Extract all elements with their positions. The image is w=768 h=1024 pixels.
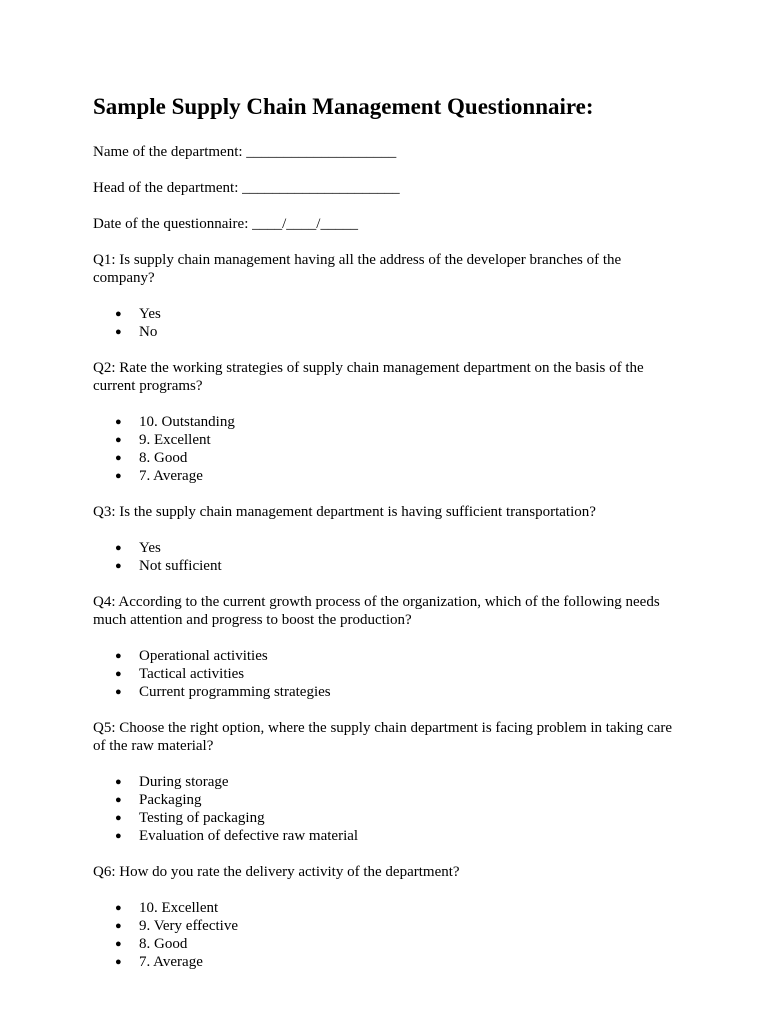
department-name-field: Name of the department: ____________________ (93, 144, 397, 160)
bullet-icon: ● (115, 650, 122, 662)
option-label: 9. Excellent (139, 432, 211, 448)
option-label: Not sufficient (139, 558, 222, 574)
question-1-options (93, 305, 683, 341)
question-5-options (93, 773, 683, 845)
option (93, 683, 683, 701)
option-label: During storage (139, 774, 229, 790)
question-1: Q1: Is supply chain management having all the address of the developer branches of the company? (93, 252, 622, 286)
bullet-icon: ● (115, 560, 122, 572)
document-title: Sample Supply Chain Management Questionnaire: (93, 94, 594, 119)
option (93, 809, 683, 827)
option-label: Operational activities (139, 648, 268, 664)
option-label: Packaging (139, 792, 202, 808)
bullet-icon: ● (115, 938, 122, 950)
option (93, 449, 683, 467)
question-6-options (93, 899, 683, 971)
option (93, 935, 683, 953)
option (93, 665, 683, 683)
bullet-icon: ● (115, 308, 122, 320)
option-label: Tactical activities (139, 666, 245, 682)
option (93, 647, 683, 665)
question-3-options (93, 539, 683, 575)
option (93, 323, 683, 341)
bullet-icon: ● (115, 326, 122, 338)
option (93, 953, 683, 971)
option (93, 413, 683, 431)
bullet-icon: ● (115, 434, 122, 446)
question-2-options (93, 413, 683, 485)
option-label: 8. Good (139, 450, 188, 466)
option-label: Yes (139, 540, 161, 556)
option-label: 10. Outstanding (139, 414, 235, 430)
question-4: Q4: According to the current growth process of the organization, which of the following needs much attention and progress to boost the production? (93, 594, 660, 628)
option-label: 9. Very effective (139, 918, 238, 934)
option-label: 7. Average (139, 954, 203, 970)
bullet-icon: ● (115, 830, 122, 842)
bullet-icon: ● (115, 542, 122, 554)
option-label: 7. Average (139, 468, 203, 484)
option-label: 10. Excellent (139, 900, 219, 916)
option-label: 8. Good (139, 936, 188, 952)
option-label: Evaluation of defective raw material (139, 828, 359, 844)
option (93, 899, 683, 917)
question-3: Q3: Is the supply chain management department is having sufficient transportation? (93, 504, 596, 520)
option (93, 917, 683, 935)
option (93, 467, 683, 485)
bullet-icon: ● (115, 416, 122, 428)
question-4-options (93, 647, 683, 701)
option (93, 539, 683, 557)
option-label: Testing of packaging (139, 810, 265, 826)
bullet-icon: ● (115, 902, 122, 914)
option (93, 773, 683, 791)
option (93, 431, 683, 449)
bullet-icon: ● (115, 470, 122, 482)
bullet-icon: ● (115, 812, 122, 824)
option (93, 791, 683, 809)
bullet-icon: ● (115, 794, 122, 806)
department-head-field: Head of the department: _____________________ (93, 180, 400, 196)
question-6: Q6: How do you rate the delivery activity of the department? (93, 864, 460, 880)
question-2: Q2: Rate the working strategies of supply chain management department on the basis of the current programs? (93, 360, 644, 394)
option-label: Current programming strategies (139, 684, 331, 700)
option (93, 827, 683, 845)
bullet-icon: ● (115, 776, 122, 788)
bullet-icon: ● (115, 686, 122, 698)
option-label: No (139, 324, 158, 340)
bullet-icon: ● (115, 668, 122, 680)
questionnaire-date-field: Date of the questionnaire: ____/____/_____ (93, 216, 358, 232)
option (93, 305, 683, 323)
option-label: Yes (139, 306, 161, 322)
bullet-icon: ● (115, 452, 122, 464)
bullet-icon: ● (115, 920, 122, 932)
bullet-icon: ● (115, 956, 122, 968)
questionnaire-document (93, 92, 683, 989)
option (93, 557, 683, 575)
question-5: Q5: Choose the right option, where the supply chain department is facing problem in taking care of the raw material? (93, 720, 673, 754)
